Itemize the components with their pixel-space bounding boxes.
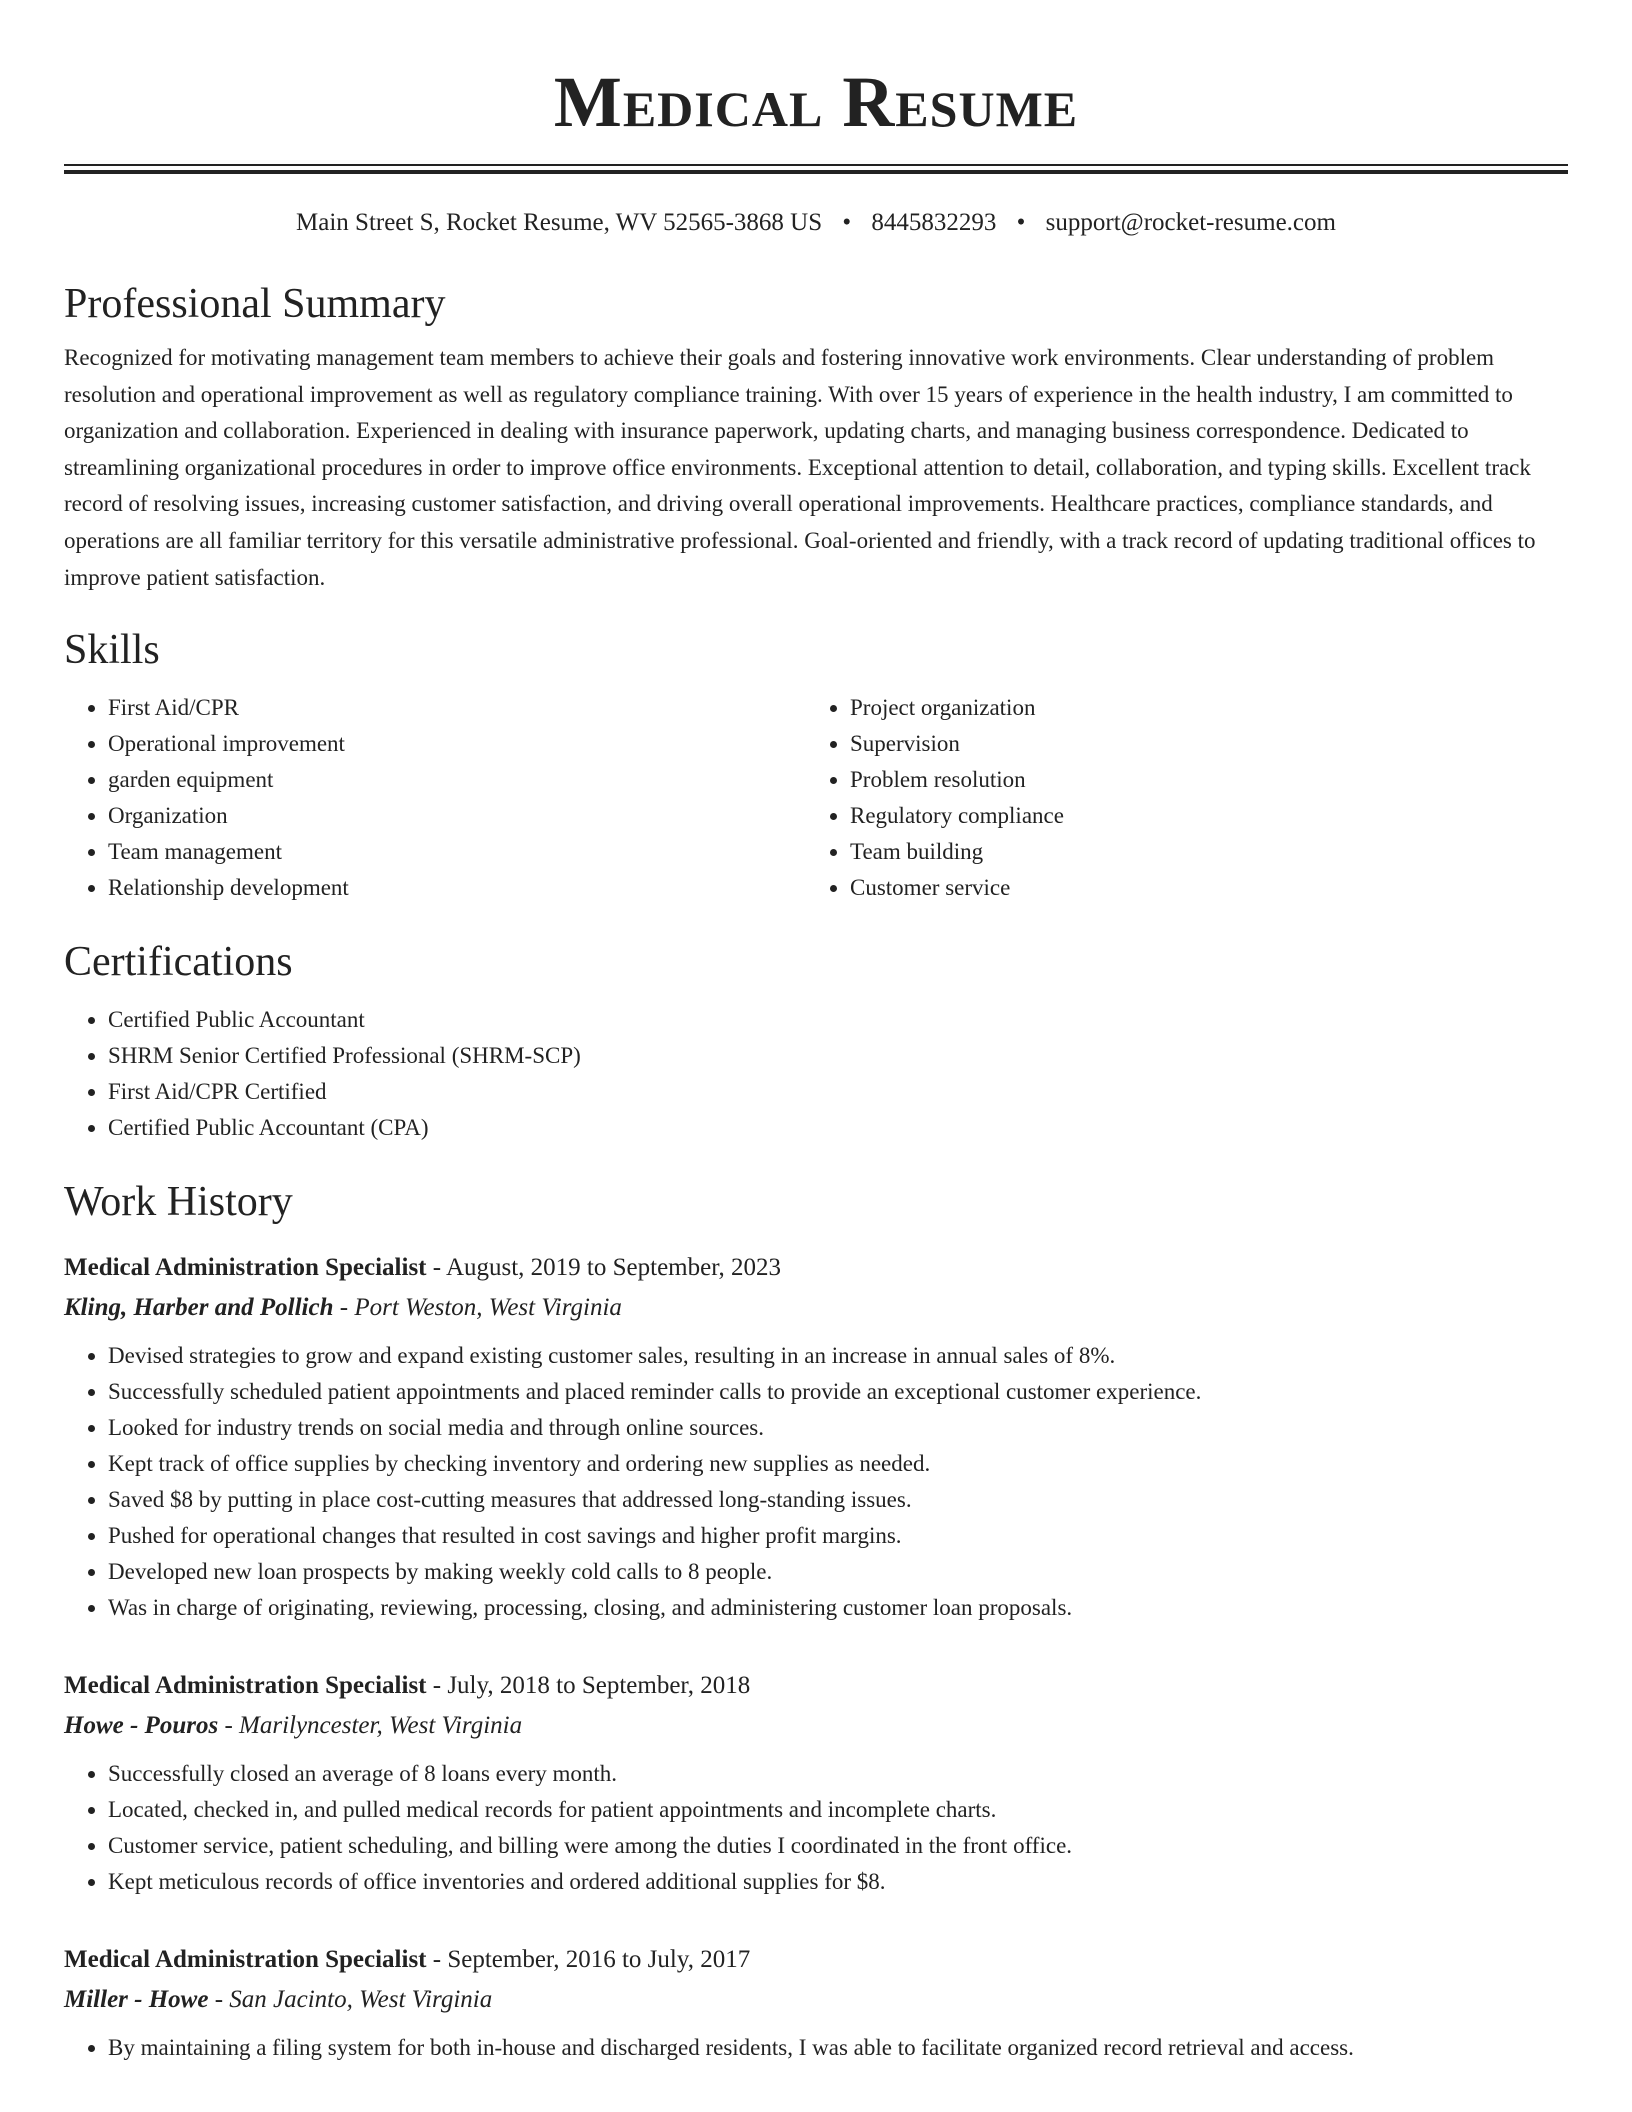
contact-phone: 8445832293 (871, 209, 997, 236)
job-duty-item: • Saved $8 by putting in place cost-cutting measures that addressed long-standing issues. (108, 1482, 1568, 1518)
certification-item: • SHRM Senior Certified Professional (SHRM-SCP) (108, 1038, 1568, 1074)
job-location: Port Weston, West Virginia (354, 1294, 622, 1322)
job-duties-list (64, 1756, 1568, 1900)
skill-item: • Team building (850, 834, 1548, 870)
professional-summary-section (64, 278, 1568, 596)
section-heading-skills: Skills (64, 627, 160, 674)
skill-item: • Supervision (850, 726, 1548, 762)
job-duty-item: • Kept meticulous records of office inventories and ordered additional supplies for $8. (108, 1864, 1568, 1900)
skill-item: • Problem resolution (850, 762, 1548, 798)
certification-item: • Certified Public Accountant (108, 1002, 1568, 1038)
contact-separator: • (842, 209, 852, 236)
job-dash: - (333, 1294, 355, 1322)
job-duty-item: • By maintaining a filing system for both in-house and discharged residents, I was able to facilitate organized record retrieval and access. (108, 2030, 1568, 2066)
certifications-list (64, 1002, 1568, 1146)
job-entry (64, 1940, 1568, 2066)
job-role: Medical Administration Specialist (64, 1672, 427, 1700)
job-duty-item: • Was in charge of originating, reviewing, processing, closing, and administering customer loan proposals. (108, 1590, 1568, 1626)
summary-text: Recognized for motivating management team members to achieve their goals and fostering innovative work environments. Clear understanding of problem resolution and operational improvement as well as regulatory compliance training. With over 15 years of experience in the health industry, I am committed to organization and collaboration. Experienced in dealing with insurance paperwork, updating charts, and managing business correspondence. Dedicated to streamlining organizational procedures in order to improve office environments. Exceptional attention to detail, collaboration, and typing skills. Excellent track record of resolving issues, increasing customer satisfaction, and driving overall operational improvements. Healthcare practices, compliance standards, and operations are all familiar territory for this versatile administrative professional. Goal-oriented and friendly, with a track record of updating traditional offices to improve patient satisfaction. (64, 345, 1536, 590)
job-dates: August, 2019 to September, 2023 (445, 1254, 782, 1282)
job-duties-list (64, 1338, 1568, 1626)
skills-section (64, 624, 1568, 906)
job-company: Kling, Harber and Pollich (64, 1294, 334, 1322)
title-divider (64, 164, 1568, 174)
job-dates: September, 2016 to July, 2017 (447, 1946, 751, 1974)
job-duty-item: • Devised strategies to grow and expand existing customer sales, resulting in an increase in annual sales of 8%. (108, 1338, 1568, 1374)
job-duty-item: • Kept track of office supplies by checking inventory and ordering new supplies as needed. (108, 1446, 1568, 1482)
job-entry (64, 1248, 1568, 1626)
job-dash: - (426, 1672, 448, 1700)
job-dates: July, 2018 to September, 2018 (447, 1672, 751, 1700)
skill-item: • Customer service (850, 870, 1548, 906)
section-heading-certifications: Certifications (64, 939, 293, 986)
job-company: Miller - Howe (64, 1986, 209, 2014)
skill-item: • Operational improvement (108, 726, 806, 762)
job-duty-item: • Successfully scheduled patient appointments and placed reminder calls to provide an exceptional customer experience. (108, 1374, 1568, 1410)
skill-item: • Team management (108, 834, 806, 870)
job-role: Medical Administration Specialist (64, 1254, 427, 1282)
skill-item: • Relationship development (108, 870, 806, 906)
job-company-line (64, 1288, 1568, 1328)
job-title-line (64, 1248, 1568, 1288)
work-history-section (64, 1176, 1568, 2066)
job-location: San Jacinto, West Virginia (229, 1986, 493, 2014)
job-duties-list (64, 2030, 1568, 2066)
skills-column-right (806, 690, 1548, 906)
skills-grid (64, 690, 1568, 906)
certification-item: • Certified Public Accountant (CPA) (108, 1110, 1568, 1146)
certification-item: • First Aid/CPR Certified (108, 1074, 1568, 1110)
job-duty-item: • Successfully closed an average of 8 loans every month. (108, 1756, 1568, 1792)
skill-item: • garden equipment (108, 762, 806, 798)
contact-line (64, 208, 1568, 238)
skill-item: • Organization (108, 798, 806, 834)
contact-address: Main Street S, Rocket Resume, WV 52565-3868 US (296, 209, 823, 236)
skills-column-left (64, 690, 806, 906)
job-duty-item: • Located, checked in, and pulled medical records for patient appointments and incomplete charts. (108, 1792, 1568, 1828)
job-company-line (64, 1706, 1568, 1746)
section-heading-summary: Professional Summary (64, 281, 446, 327)
skill-item: • First Aid/CPR (108, 690, 806, 726)
job-duty-item: • Developed new loan prospects by making weekly cold calls to 8 people. (108, 1554, 1568, 1590)
skill-item: • Project organization (850, 690, 1548, 726)
contact-email: support@rocket-resume.com (1045, 209, 1336, 236)
skill-item: • Regulatory compliance (850, 798, 1548, 834)
job-dash: - (426, 1946, 448, 1974)
job-title-line (64, 1940, 1568, 1980)
skills-list-left (64, 690, 806, 906)
section-heading-work-history: Work History (64, 1179, 293, 1226)
job-duty-item: • Looked for industry trends on social media and through online sources. (108, 1410, 1568, 1446)
job-duty-item: • Customer service, patient scheduling, and billing were among the duties I coordinated in the front office. (108, 1828, 1568, 1864)
job-role: Medical Administration Specialist (64, 1946, 427, 1974)
job-company: Howe - Pouros (64, 1712, 219, 1740)
contact-separator: • (1016, 209, 1026, 236)
job-dash: - (218, 1712, 240, 1740)
job-entry (64, 1666, 1568, 1900)
certifications-section (64, 936, 1568, 1146)
skills-list-right (806, 690, 1548, 906)
job-company-line (64, 1980, 1568, 2020)
job-title-line (64, 1666, 1568, 1706)
job-duty-item: • Pushed for operational changes that resulted in cost savings and higher profit margins. (108, 1518, 1568, 1554)
job-dash: - (208, 1986, 230, 2014)
resume-title: Medical Resume (553, 62, 1079, 142)
job-location: Marilyncester, West Virginia (239, 1712, 523, 1740)
job-dash: - (426, 1254, 446, 1282)
